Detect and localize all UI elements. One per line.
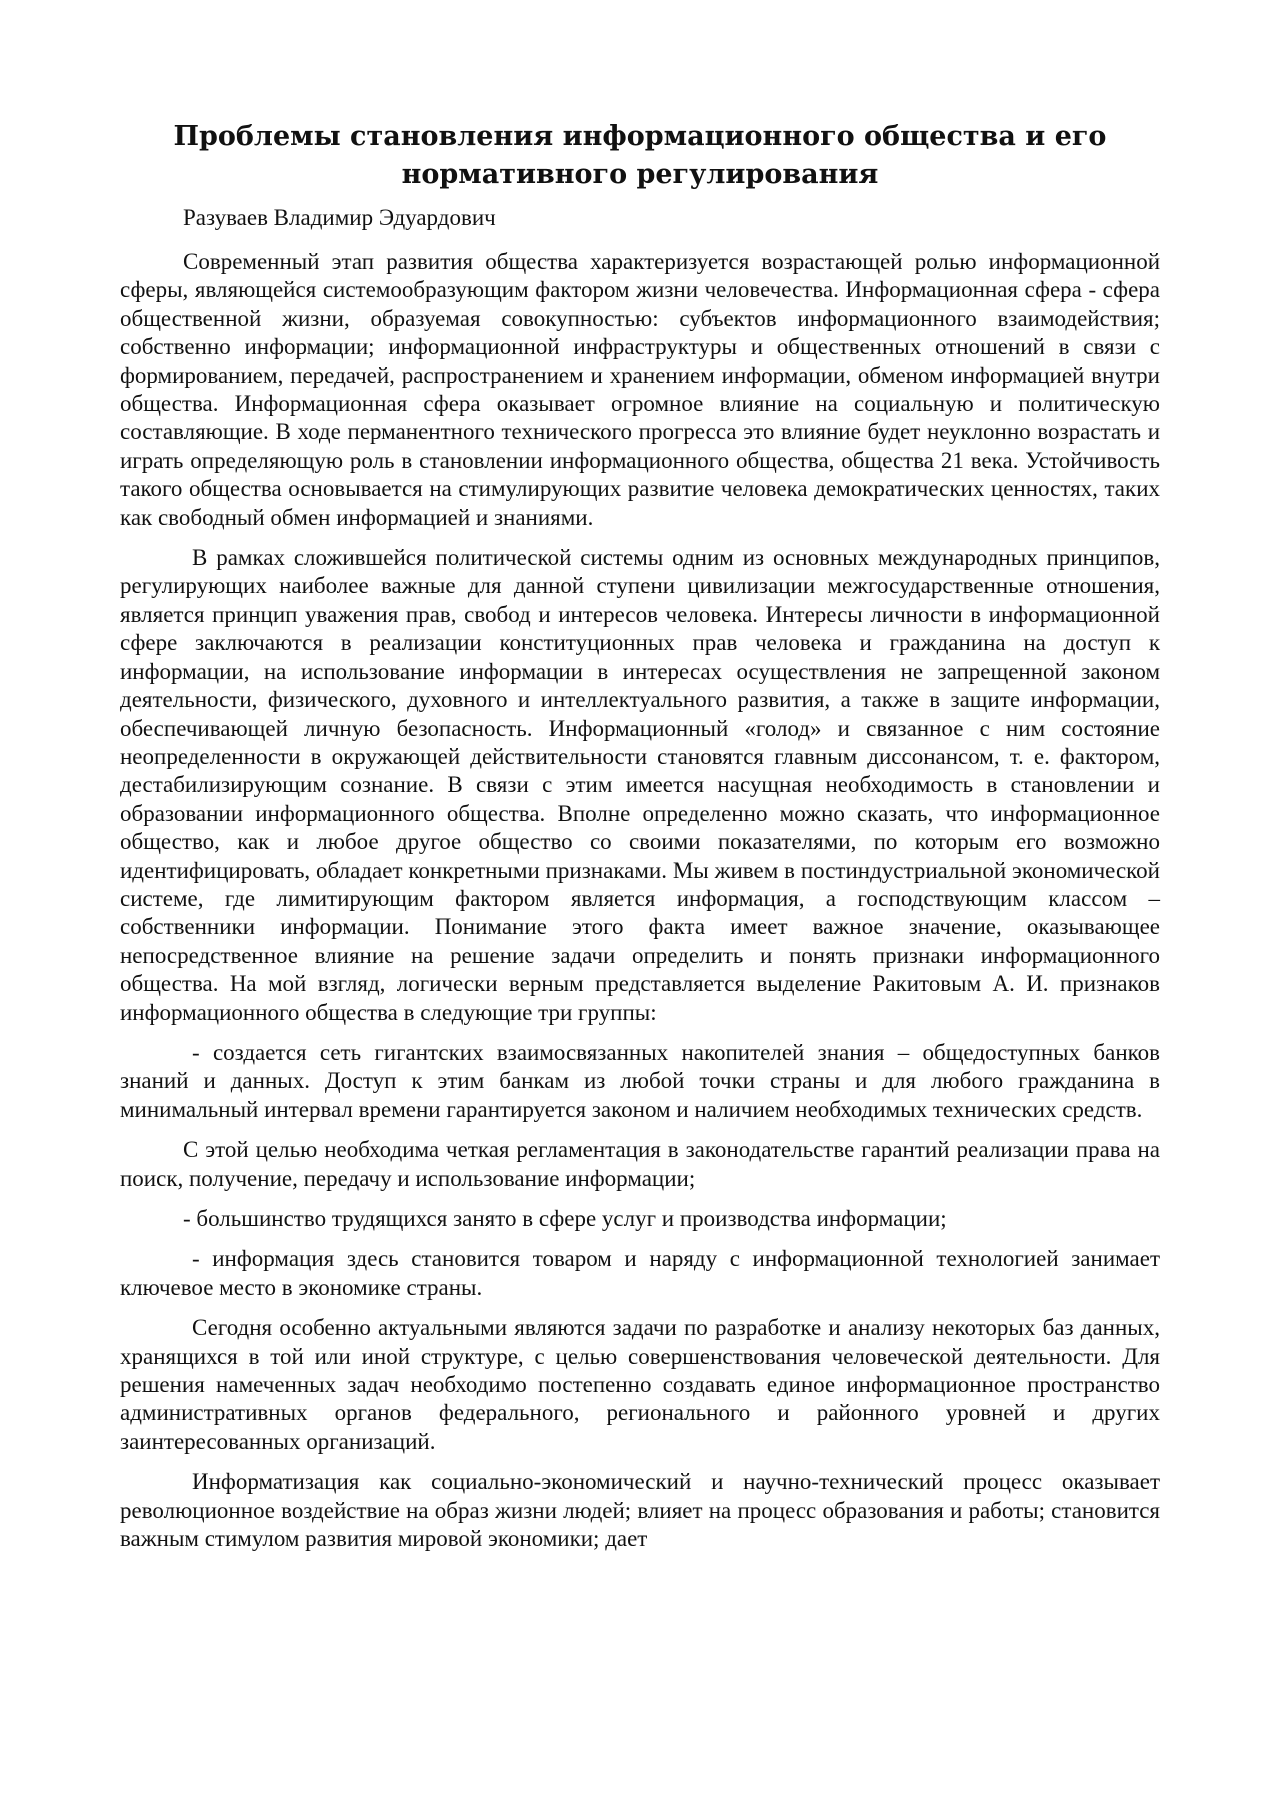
document-title: Проблемы становления информационного общества и его нормативного регулирования: [173, 121, 1107, 190]
paragraph-intro: Современный этап развития общества характеризуется возрастающей ролью информационной сферы, являющейся системообразующим фактором жизни человечества. Информационная сфера - сфера общественной жизни, образуемая совокупностью: субъектов информационного взаимодействия; собственно информации; информационной инфраструктуры и общественных отношений в связи с формированием, передачей, распространением и хранением информации, обменом информацией внутри общества. Информационная сфера оказывает огромное влияние на социальную и политическую составляющие. В ходе перманентного технического прогресса это влияние будет неуклонно возрастать и играть определяющую роль в становлении информационного общества, общества 21 века. Устойчивость такого общества основывается на стимулирующих развитие человека демократических ценностях, таких как свободный обмен информацией и знаниями.: [120, 249, 1160, 530]
author-name: Разуваев Владимир Эдуардович: [183, 205, 496, 230]
paragraph-informatization: Информатизация как социально-экономический и научно-технический процесс оказывает революционное воздействие на образ жизни людей; влияет на процесс образования и работы; становится важным стимулом развития мировой экономики; дает: [120, 1469, 1160, 1552]
paragraph-databases: Сегодня особенно актуальными являются задачи по разработке и анализу некоторых баз данных, хранящихся в той или иной структуре, с целью совершенствования человеческой деятельности. Для решения намеченных задач необходимо постепенно создавать единое информационное пространство административных органов федерального, регионального и районного уровней и других заинтересованных организаций.: [120, 1315, 1160, 1454]
document-page: [120, 118, 1160, 1565]
paragraph-services: - большинство трудящихся занято в сфере услуг и производства информации;: [183, 1206, 947, 1231]
paragraph-regulation: С этой целью необходима четкая регламентация в законодательстве гарантий реализации права на поиск, получение, передачу и использование информации;: [120, 1137, 1160, 1191]
paragraph-knowledge-network: - создается сеть гигантских взаимосвязанных накопителей знания – общедоступных банков знаний и данных. Доступ к этим банкам из любой точки страны и для любого гражданина в минимальный интервал времени гарантируется законом и наличием необходимых технических средств.: [120, 1039, 1160, 1122]
paragraph-political-system: В рамках сложившейся политической системы одним из основных международных принципов, регулирующих наиболее важные для данной ступени цивилизации межгосударственные отношения, является принцип уважения прав, свобод и интересов человека. Интересы личности в информационной сфере заключаются в реализации конституционных прав человека и гражданина на доступ к информации, на использование информации в интересах осуществления не запрещенной законом деятельности, физического, духовного и интеллектуального развития, а также в защите информации, обеспечивающей личную безопасность. Информационный «голод» и связанное с ним состояние неопределенности в окружающей действительности становятся главным диссонансом, т. е. фактором, дестабилизирующим сознание. В связи с этим имеется насущная необходимость в становлении и образовании информационного общества. Вполне определенно можно сказать, что информационное общество, как и любое другое общество со своими показателями, по которым его возможно идентифицировать, обладает конкретными признаками. Мы живем в постиндустриальной экономической системе, где лимитирующим фактором является информация, а господствующим классом – собственники информации. Понимание этого факта имеет важное значение, оказывающее непосредственное влияние на решение задачи определить и понять признаки информационного общества. На мой взгляд, логически верным представляется выделение Ракитовым А. И. признаков информационного общества в следующие три группы:: [120, 545, 1160, 1025]
paragraph-information-commodity: - информация здесь становится товаром и наряду с информационной технологией занимает ключевое место в экономике страны.: [120, 1246, 1160, 1300]
